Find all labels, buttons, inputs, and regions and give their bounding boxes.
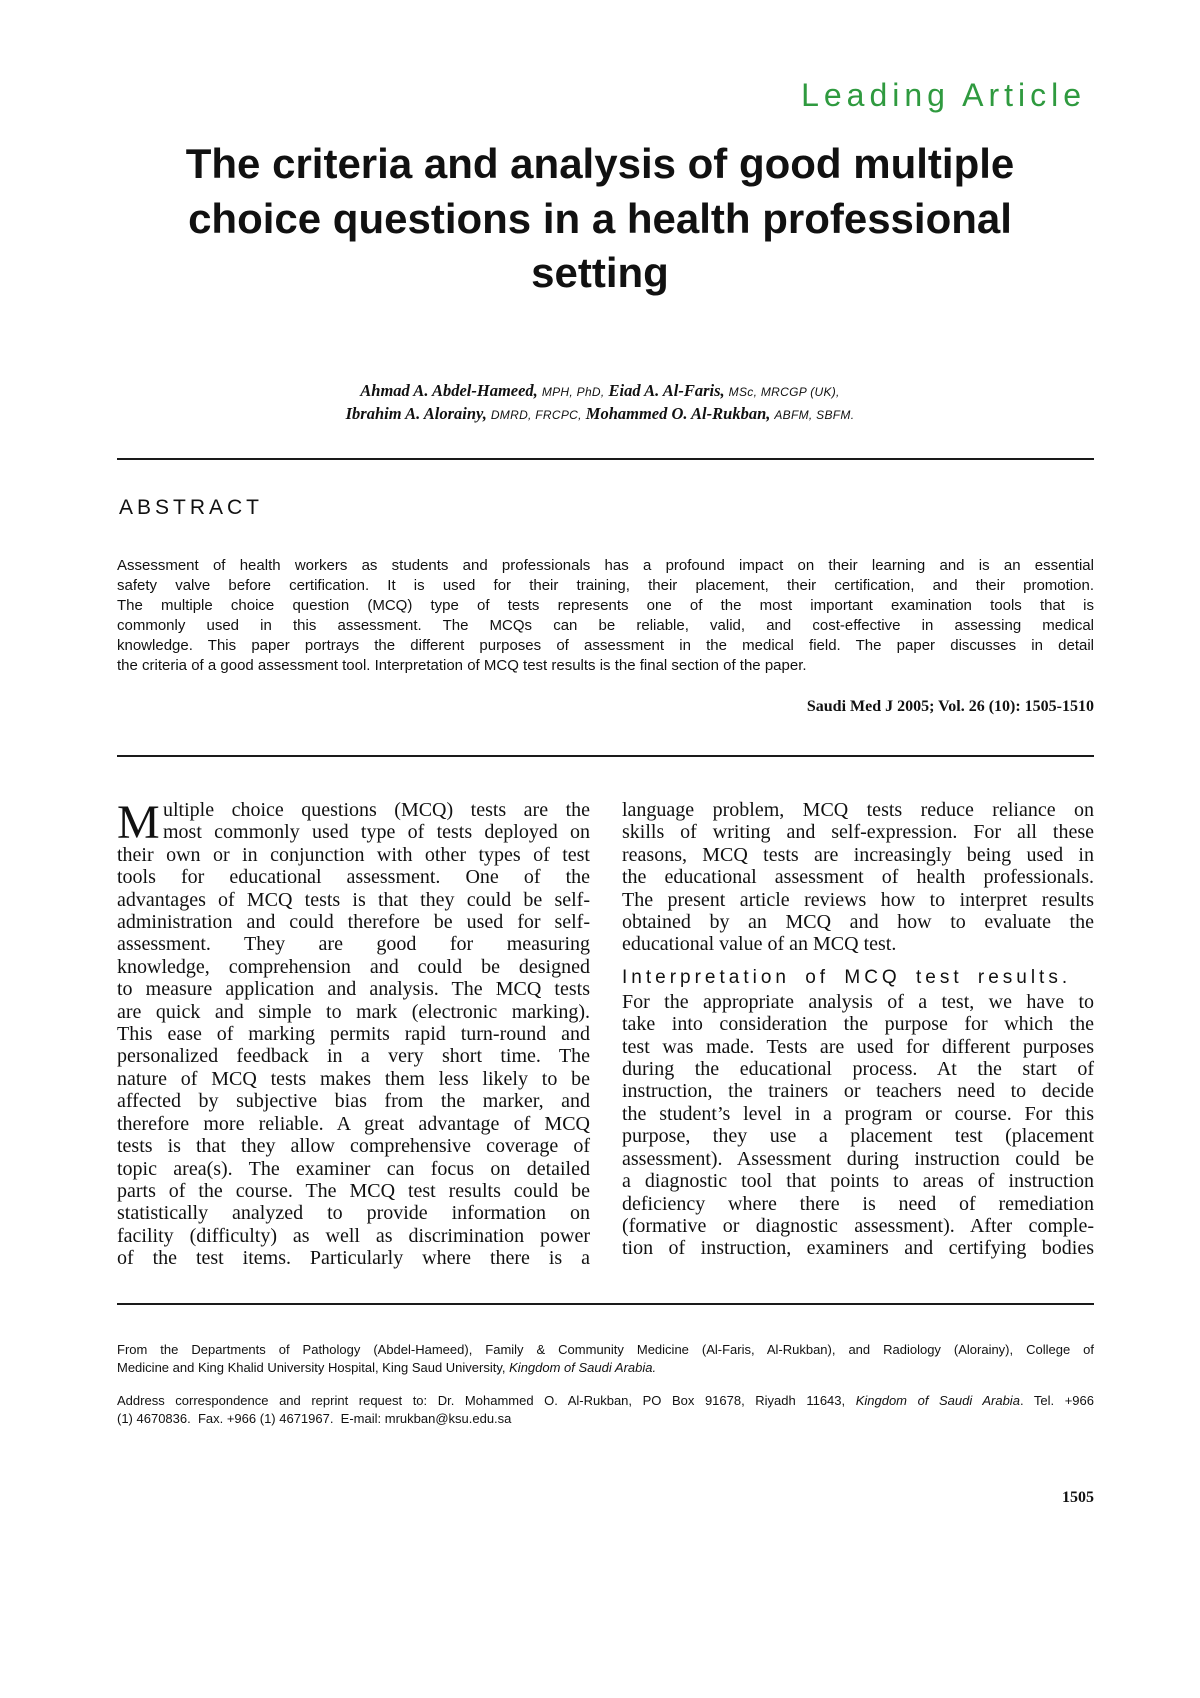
drop-cap: M xyxy=(117,796,160,849)
right-column-line: during the educational process. At the start of xyxy=(622,1058,1094,1081)
journal-citation: Saudi Med J 2005; Vol. 26 (10): 1505-1510 xyxy=(806,698,1094,715)
section-label: Leading Article xyxy=(801,77,1086,113)
left-column-line: assessment. They are good for measuring xyxy=(117,933,590,956)
left-column-line: tests is that they allow comprehensive coverage of xyxy=(117,1135,590,1158)
footnote-line xyxy=(117,1392,1094,1410)
article-title xyxy=(0,137,1200,301)
left-column-line: statistically analyzed to provide information on xyxy=(117,1202,590,1225)
abstract-line: The multiple choice question (MCQ) type of tests represents one of the most important examination tools that is xyxy=(117,597,1094,615)
author-line xyxy=(0,403,1200,426)
left-column-line: ultiple choice questions (MCQ) tests are the xyxy=(163,799,590,821)
author-degrees: MSc, MRCGP (UK), xyxy=(728,385,840,399)
author-name: Eiad A. Al-Faris, xyxy=(608,381,725,400)
left-column-line: nature of MCQ tests makes them less likely to be xyxy=(117,1067,590,1090)
left-column-line: knowledge, comprehension and could be designed xyxy=(117,955,590,978)
right-column-line: a diagnostic tool that points to areas of instruction xyxy=(622,1170,1094,1193)
divider-rule xyxy=(117,458,1094,460)
footnote-line: From the Departments of Pathology (Abdel-Hameed), Family & Community Medicine (Al-Faris, Al-Rukban), and Radiology (Alorainy), College of xyxy=(117,1342,1094,1357)
right-column-line: reasons, MCQ tests are increasingly being used in xyxy=(622,843,1094,866)
left-column-line: of the test items. Particularly where there is a xyxy=(117,1247,590,1270)
right-column-line: assessment). Assessment during instruction could be xyxy=(622,1147,1094,1170)
right-column xyxy=(622,799,1094,1260)
divider-rule xyxy=(117,755,1094,757)
abstract-line: Assessment of health workers as students and professionals has a profound impact on their learning and is an essential xyxy=(117,557,1094,574)
right-column-line: tion of instruction, examiners and certifying bodies xyxy=(622,1237,1094,1260)
title-line: The criteria and analysis of good multiple xyxy=(185,140,1015,187)
right-column-line: instruction, the trainers or teachers need to decide xyxy=(622,1080,1094,1103)
left-column-line: their own or in conjunction with other types of test xyxy=(117,843,590,866)
right-column-line: purpose, they use a placement test (placement xyxy=(622,1125,1094,1148)
left-column-line: personalized feedback in a very short time. The xyxy=(117,1045,590,1068)
footnote-text: . Tel. +966 xyxy=(1019,1393,1094,1408)
right-column-line: the educational assessment of health professionals. xyxy=(622,866,1094,889)
left-column-line: This ease of marking permits rapid turn-round and xyxy=(117,1023,590,1046)
footnote-country: Kingdom of Saudi Arabia xyxy=(855,1393,1020,1408)
divider-rule xyxy=(117,1303,1094,1305)
abstract-line: the criteria of a good assessment tool. Interpretation of MCQ test results is the final section of the paper. xyxy=(117,657,807,675)
author-name: Ibrahim A. Alorainy, xyxy=(345,404,487,423)
right-column-line: obtained by an MCQ and how to evaluate the xyxy=(622,911,1094,934)
page-number: 1505 xyxy=(1062,1489,1094,1506)
right-column-line: the student’s level in a program or course. For this xyxy=(622,1102,1094,1125)
abstract-body xyxy=(117,556,1094,677)
correspondence-footnote xyxy=(117,1392,1094,1427)
right-column-line: language problem, MCQ tests reduce reliance on xyxy=(622,799,1094,821)
left-column-line: are quick and simple to mark (electronic marking). xyxy=(117,1000,590,1023)
abstract-line: knowledge. This paper portrays the different purposes of assessment in the medical field. The paper discusses in detail xyxy=(117,637,1094,655)
footnote-text: Address correspondence and reprint request to: Dr. Mohammed O. Al-Rukban, PO Box 91678, Riyadh 11643, xyxy=(117,1393,846,1408)
author-degrees: ABFM, SBFM. xyxy=(774,408,855,422)
abstract-line: safety valve before certification. It is used for their training, their placement, their certification, and their promotion. xyxy=(117,577,1094,595)
right-column-line: For the appropriate analysis of a test, we have to xyxy=(622,990,1094,1013)
left-column-line: most commonly used type of tests deployed on xyxy=(163,821,590,844)
left-column-line: facility (difficulty) as well as discrimination power xyxy=(117,1224,590,1247)
right-column-line: educational value of an MCQ test. xyxy=(622,933,897,956)
author-line xyxy=(0,380,1200,403)
affiliation-footnote xyxy=(117,1341,1094,1376)
abstract-line: commonly used in this assessment. The MCQs can be reliable, valid, and cost-effective in assessing medical xyxy=(117,617,1094,635)
right-column-line: (formative or diagnostic assessment). After comple- xyxy=(622,1214,1094,1237)
footnote-text: Medicine and King Khalid University Hospital, King Saud University, xyxy=(117,1359,506,1375)
footnote-line: (1) 4670836. Fax. +966 (1) 4671967. E-mail: mrukban@ksu.edu.sa xyxy=(117,1410,512,1426)
title-line: setting xyxy=(531,249,669,296)
title-line: choice questions in a health professional xyxy=(188,194,1012,242)
footnote-country: Kingdom of Saudi Arabia. xyxy=(509,1359,657,1375)
author-list xyxy=(0,380,1200,426)
author-degrees: MPH, PhD, xyxy=(541,385,605,399)
right-column-line: The present article reviews how to interpret results xyxy=(622,888,1094,911)
left-column-line: parts of the course. The MCQ test results could be xyxy=(117,1179,590,1202)
right-column-line: deficiency where there is need of remediation xyxy=(622,1192,1094,1215)
left-column-line: affected by subjective bias from the marker, and xyxy=(117,1090,590,1113)
author-name: Ahmad A. Abdel-Hameed, xyxy=(360,381,538,400)
author-name: Mohammed O. Al-Rukban, xyxy=(585,404,771,423)
left-column-line: administration and could therefore be used for self- xyxy=(117,911,590,934)
right-column-line: test was made. Tests are used for different purposes xyxy=(622,1035,1094,1058)
left-column-line: tools for educational assessment. One of the xyxy=(117,866,590,889)
left-column-line: advantages of MCQ tests is that they could be self- xyxy=(117,888,590,911)
left-column-line: to measure application and analysis. The MCQ tests xyxy=(117,978,590,1001)
left-column xyxy=(117,796,590,1270)
right-column-line: take into consideration the purpose for which the xyxy=(622,1013,1094,1036)
footnote-line xyxy=(117,1359,1094,1377)
left-column-line: therefore more reliable. A great advantage of MCQ xyxy=(117,1112,590,1135)
abstract-heading: ABSTRACT xyxy=(119,496,264,519)
right-column-line: skills of writing and self-expression. For all these xyxy=(622,821,1094,844)
section-heading: Interpretation of MCQ test results. xyxy=(622,966,1072,988)
left-column-line: topic area(s). The examiner can focus on detailed xyxy=(117,1157,590,1180)
author-degrees: DMRD, FRCPC, xyxy=(490,408,582,422)
